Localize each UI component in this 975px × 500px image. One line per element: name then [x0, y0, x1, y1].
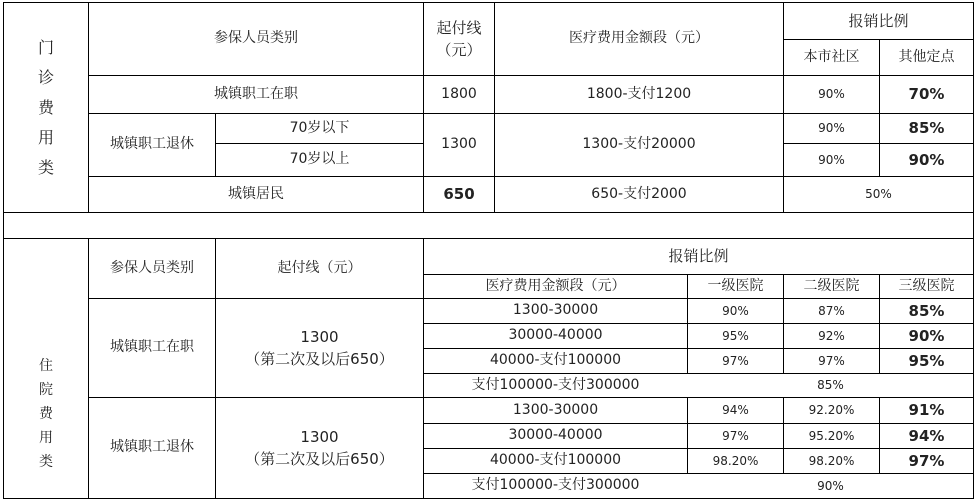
category-char: 类	[39, 453, 53, 470]
row-label-employed: 城镇职工在职	[110, 339, 194, 356]
level2-ratio: 92.20%	[808, 403, 855, 417]
amount-range-value: 40000-支付100000	[489, 352, 622, 369]
threshold-value: 1300	[441, 136, 477, 153]
level3-ratio: 95%	[908, 351, 945, 370]
grid-line	[3, 498, 973, 499]
amount-range-value: 支付100000-支付300000	[471, 477, 640, 494]
category-char: 住	[39, 357, 53, 374]
other-ratio: 85%	[908, 119, 945, 138]
header-threshold	[424, 3, 494, 75]
header-threshold-label: 起付线	[436, 19, 482, 37]
category-char: 费	[39, 405, 53, 422]
outpatient-category-label	[4, 3, 88, 212]
amount-range-value: 30000-40000	[508, 427, 603, 444]
threshold-note: （第二次及以后650）	[245, 450, 394, 468]
age-under-70: 70岁以下	[289, 119, 350, 136]
category-char: 用	[39, 429, 53, 446]
row-label-retired: 城镇职工退休	[110, 136, 194, 153]
level1-ratio: 95%	[722, 328, 749, 343]
threshold-cell	[216, 299, 423, 397]
category-char: 院	[39, 381, 53, 398]
category-char: 门	[37, 37, 54, 57]
header-reimbursement: 报销比例	[668, 247, 729, 266]
header-amount-range: 医疗费用金额段（元）	[569, 30, 709, 47]
header-local-community: 本市社区	[803, 48, 860, 65]
level1-ratio: 94%	[722, 403, 749, 417]
header-insured-type: 参保人员类别	[214, 30, 298, 47]
amount-range-value: 40000-支付100000	[489, 452, 622, 469]
threshold-note: （第二次及以后650）	[245, 350, 394, 368]
row-label-resident: 城镇居民	[228, 185, 284, 202]
community-ratio: 90%	[818, 152, 845, 167]
community-ratio: 90%	[818, 87, 845, 101]
level2-ratio: 95.20%	[808, 428, 855, 443]
amount-range-value: 1300-30000	[512, 302, 599, 319]
level2-ratio: 97%	[818, 353, 845, 368]
amount-range-value: 1300-30000	[512, 401, 599, 418]
amount-range-value: 650-支付2000	[591, 185, 687, 202]
threshold-main: 1300	[300, 328, 339, 346]
other-ratio: 70%	[908, 85, 945, 104]
category-char: 费	[37, 97, 54, 117]
category-char: 用	[37, 127, 54, 147]
threshold-main: 1300	[300, 428, 339, 446]
amount-range-value: 1300-支付20000	[582, 136, 696, 153]
level3-ratio: 90%	[908, 326, 945, 345]
merged-ratio: 90%	[817, 478, 844, 493]
merged-ratio: 50%	[865, 187, 892, 201]
level1-ratio: 90%	[722, 303, 749, 318]
merged-ratio: 85%	[817, 378, 844, 392]
amount-range-value: 30000-40000	[508, 327, 603, 344]
threshold-value: 650	[443, 185, 475, 204]
level3-ratio: 94%	[908, 426, 945, 445]
threshold-value: 1800	[441, 85, 477, 102]
header-reimbursement: 报销比例	[848, 11, 909, 30]
header-threshold-unit: （元）	[436, 41, 482, 59]
level3-ratio: 85%	[908, 301, 945, 320]
header-insured-type: 参保人员类别	[110, 259, 194, 276]
header-amount-range: 医疗费用金额段（元）	[485, 277, 626, 294]
header-threshold: 起付线（元）	[277, 259, 362, 276]
level1-ratio: 97%	[722, 353, 749, 368]
row-label-employed: 城镇职工在职	[214, 85, 298, 102]
threshold-cell	[216, 398, 423, 498]
level3-ratio: 91%	[908, 401, 945, 420]
level1-ratio: 97%	[722, 428, 749, 443]
amount-range-value: 支付100000-支付300000	[471, 376, 640, 393]
community-ratio: 90%	[818, 121, 845, 135]
row-label-retired: 城镇职工退休	[110, 439, 194, 456]
grid-line	[973, 2, 974, 499]
category-char: 诊	[37, 67, 54, 87]
level2-ratio: 92%	[818, 328, 845, 343]
header-level1-hospital: 一级医院	[707, 277, 764, 294]
other-ratio: 90%	[908, 150, 945, 169]
category-char: 类	[37, 157, 54, 177]
grid-line	[3, 212, 973, 213]
amount-range-value: 1800-支付1200	[586, 85, 692, 102]
header-level3-hospital: 三级医院	[898, 277, 955, 294]
level2-ratio: 98.20%	[808, 453, 855, 468]
header-other-designated: 其他定点	[898, 48, 955, 65]
level3-ratio: 97%	[908, 451, 945, 470]
age-over-70: 70岁以上	[289, 151, 350, 168]
level1-ratio: 98.20%	[712, 453, 759, 468]
inpatient-category-label	[4, 239, 88, 498]
level2-ratio: 87%	[818, 303, 845, 318]
header-level2-hospital: 二级医院	[803, 277, 860, 294]
